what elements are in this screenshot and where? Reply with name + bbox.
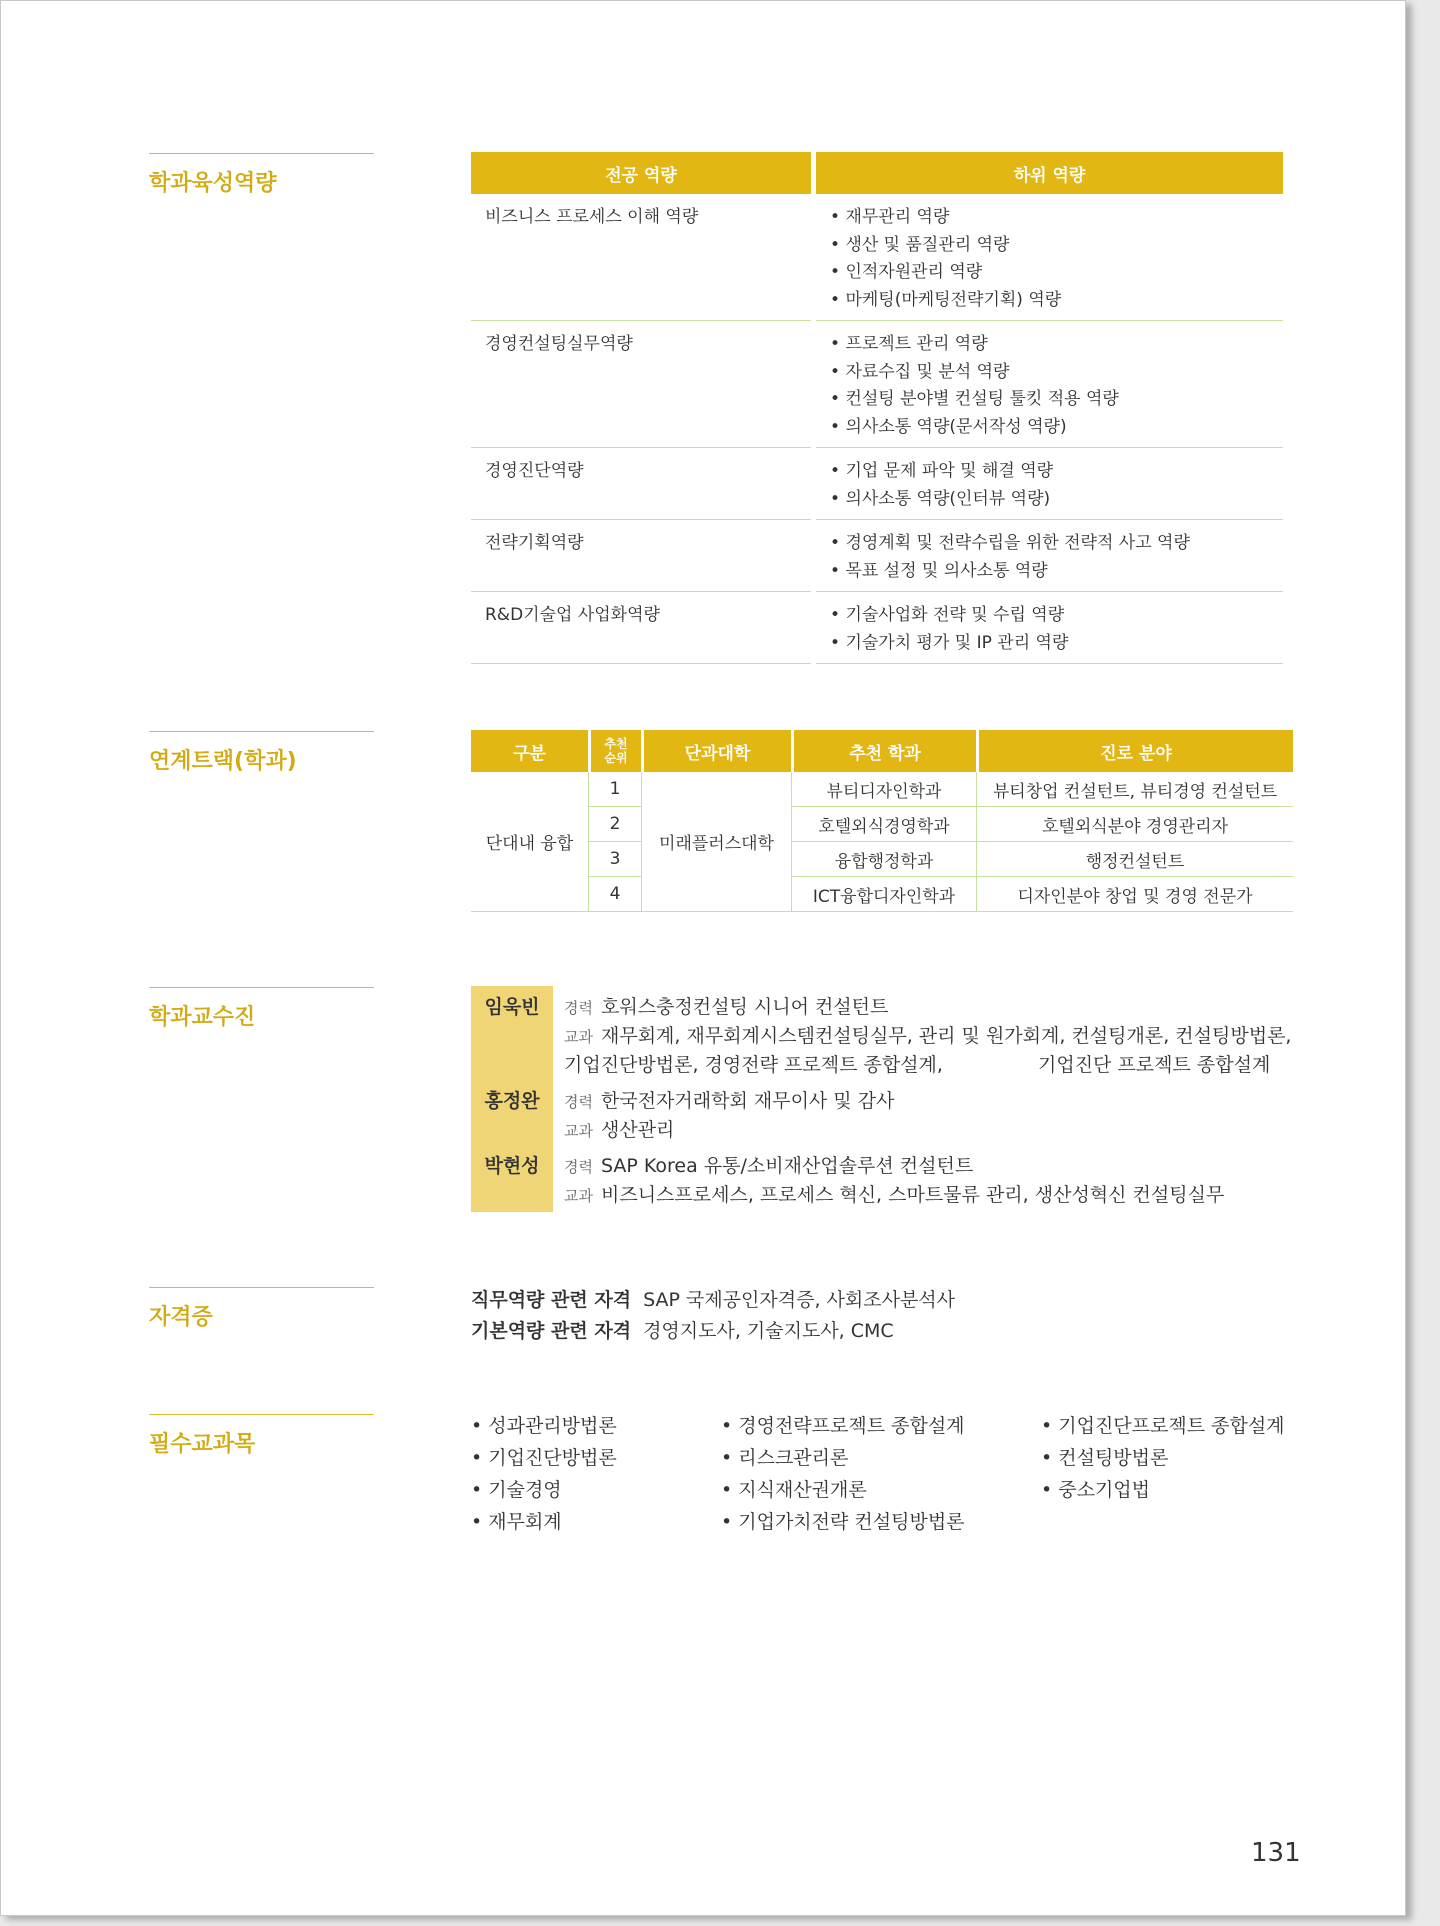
section-title-track: 연계트랙(학과) — [149, 731, 374, 775]
faculty-name: 임욱빈 — [484, 996, 540, 1018]
faculty-subject-line — [564, 1115, 674, 1142]
track-dept: ICT융합디자인학과 — [791, 877, 976, 912]
track-career: 호텔외식분야 경영관리자 — [976, 807, 1293, 842]
course-item: • 기술경영 — [471, 1475, 562, 1502]
table-row — [471, 194, 1283, 321]
course-item: • 기업진단프로젝트 종합설계 — [1041, 1411, 1285, 1438]
track-dept: 뷰티디자인학과 — [791, 772, 976, 807]
track-header-rank — [588, 730, 641, 772]
certificate-label: 기본역량 관련 자격 — [471, 1320, 632, 1342]
competency-subs — [816, 321, 1283, 448]
subject-tag: 교과 — [564, 1028, 593, 1046]
faculty-subject: 기업진단 프로젝트 종합설계 — [1038, 1054, 1271, 1076]
faculty-career: 호워스충정컨설팅 시니어 컨설턴트 — [600, 996, 889, 1018]
track-rank: 2 — [588, 807, 641, 842]
faculty-career-line — [564, 1086, 894, 1113]
track-header-dept: 추천 학과 — [791, 730, 976, 772]
list-item: • 목표 설정 및 의사소통 역량 — [830, 558, 1269, 586]
table-row — [471, 321, 1283, 448]
list-item: • 경영계획 및 전략수립을 위한 전략적 사고 역량 — [830, 530, 1269, 558]
faculty-career: 한국전자거래학회 재무이사 및 감사 — [600, 1090, 895, 1112]
course-item: • 지식재산권개론 — [721, 1475, 867, 1502]
course-item: • 경영전략프로젝트 종합설계 — [721, 1411, 965, 1438]
track-career: 행정컨설턴트 — [976, 842, 1293, 877]
table-row — [471, 877, 1293, 912]
course-item: • 성과관리방법론 — [471, 1411, 617, 1438]
faculty-career: SAP Korea 유통/소비재산업솔루션 컨설턴트 — [600, 1155, 974, 1177]
career-tag: 경력 — [564, 1093, 593, 1111]
faculty-name: 홍정완 — [484, 1090, 540, 1112]
competency-subs — [816, 592, 1283, 664]
track-category: 단대내 융합 — [471, 772, 588, 912]
competency-subs — [816, 194, 1283, 321]
faculty-subject: 기업진단방법론, 경영전략 프로젝트 종합설계, — [564, 1054, 943, 1076]
track-rank: 1 — [588, 772, 641, 807]
competency-major: 경영진단역량 — [471, 448, 811, 520]
track-rank: 3 — [588, 842, 641, 877]
list-item: • 의사소통 역량(문서작성 역량) — [830, 414, 1269, 442]
table-row — [471, 448, 1283, 520]
course-item: • 리스크관리론 — [721, 1443, 848, 1470]
faculty-subject-line — [1038, 1050, 1270, 1077]
section-title-certificates: 자격증 — [149, 1287, 374, 1331]
list-item: • 생산 및 품질관리 역량 — [830, 232, 1269, 260]
track-dept: 융합행정학과 — [791, 842, 976, 877]
track-table — [471, 730, 1293, 912]
section-title-faculty: 학과교수진 — [149, 987, 374, 1031]
certificate-label: 직무역량 관련 자격 — [471, 1289, 632, 1311]
list-item: • 기술가치 평가 및 IP 관리 역량 — [830, 630, 1269, 658]
course-item: • 재무회계 — [471, 1507, 562, 1534]
list-item: • 의사소통 역량(인터뷰 역량) — [830, 486, 1269, 514]
table-row — [471, 592, 1283, 664]
competency-header-major: 전공 역량 — [471, 152, 811, 194]
section-title-competency: 학과육성역량 — [149, 153, 374, 197]
list-item: • 인적자원관리 역량 — [830, 259, 1269, 287]
competency-subs — [816, 448, 1283, 520]
faculty-career-line — [564, 992, 888, 1019]
competency-subs — [816, 520, 1283, 592]
competency-major: 비즈니스 프로세스 이해 역량 — [471, 194, 811, 321]
certificate-line — [471, 1285, 955, 1312]
list-item: • 마케팅(마케팅전략기획) 역량 — [830, 287, 1269, 315]
competency-major: 전략기획역량 — [471, 520, 811, 592]
certificate-value: SAP 국제공인자격증, 사회조사분석사 — [643, 1289, 956, 1311]
course-item: • 컨설팅방법론 — [1041, 1443, 1168, 1470]
course-item: • 기업가치전략 컨설팅방법론 — [721, 1507, 965, 1534]
table-row — [471, 842, 1293, 877]
list-item: • 컨설팅 분야별 컨설팅 툴킷 적용 역량 — [830, 386, 1269, 414]
subject-tag: 교과 — [564, 1187, 593, 1205]
track-header-rank-bottom: 순위 — [604, 751, 628, 765]
faculty-subject-line — [564, 1050, 943, 1077]
list-item: • 프로젝트 관리 역량 — [830, 331, 1269, 359]
track-college: 미래플러스대학 — [641, 772, 791, 912]
certificate-value: 경영지도사, 기술지도사, CMC — [643, 1320, 894, 1342]
track-career: 뷰티창업 컨설턴트, 뷰티경영 컨설턴트 — [976, 772, 1293, 807]
table-row — [471, 772, 1293, 807]
track-header-category: 구분 — [471, 730, 588, 772]
course-item: • 중소기업법 — [1041, 1475, 1150, 1502]
track-header-career: 진로 분야 — [976, 730, 1293, 772]
competency-major: 경영컨설팅실무역량 — [471, 321, 811, 448]
table-row — [471, 807, 1293, 842]
faculty-career-line — [564, 1151, 973, 1178]
career-tag: 경력 — [564, 999, 593, 1017]
track-header-rank-top: 추천 — [604, 737, 628, 751]
track-header-college: 단과대학 — [641, 730, 791, 772]
faculty-subject-line — [564, 1180, 1224, 1207]
faculty-subject: 비즈니스프로세스, 프로세스 혁신, 스마트물류 관리, 생산성혁신 컨설팅실무 — [600, 1184, 1225, 1206]
list-item: • 자료수집 및 분석 역량 — [830, 359, 1269, 387]
faculty-subject-line — [564, 1021, 1291, 1048]
competency-major: R&D기술업 사업화역량 — [471, 592, 811, 664]
competency-header-sub: 하위 역량 — [816, 152, 1283, 194]
faculty-name: 박현성 — [484, 1155, 540, 1177]
list-item: • 기술사업화 전략 및 수립 역량 — [830, 602, 1269, 630]
track-dept: 호텔외식경영학과 — [791, 807, 976, 842]
competency-table — [466, 152, 1288, 664]
track-career: 디자인분야 창업 및 경영 전문가 — [976, 877, 1293, 912]
faculty-subject: 생산관리 — [600, 1119, 675, 1141]
list-item: • 기업 문제 파악 및 해결 역량 — [830, 458, 1269, 486]
list-item: • 재무관리 역량 — [830, 204, 1269, 232]
course-item: • 기업진단방법론 — [471, 1443, 617, 1470]
track-rank: 4 — [588, 877, 641, 912]
page-number: 131 — [1251, 1838, 1301, 1868]
career-tag: 경력 — [564, 1158, 593, 1176]
certificate-line — [471, 1316, 894, 1343]
section-title-courses: 필수교과목 — [149, 1414, 374, 1458]
subject-tag: 교과 — [564, 1122, 593, 1140]
faculty-subject: 재무회계, 재무회계시스템컨설팅실무, 관리 및 원가회계, 컨설팅개론, 컨설팅방법론, — [600, 1025, 1292, 1047]
table-row — [471, 520, 1283, 592]
